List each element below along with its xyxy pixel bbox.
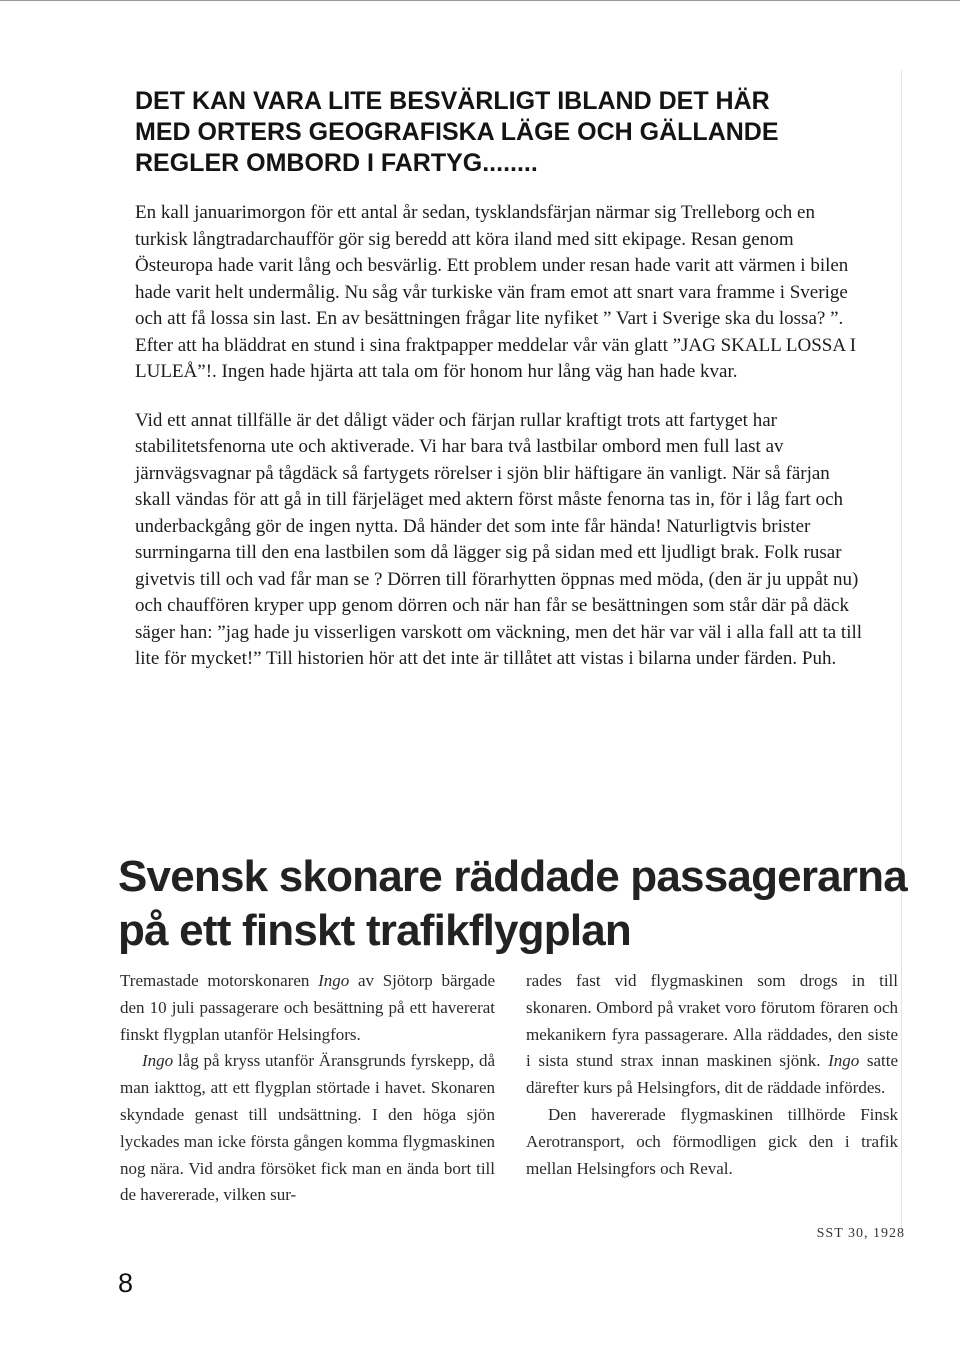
article1-headline — [135, 86, 875, 179]
scan-edge-right — [901, 70, 902, 1230]
article2-headline — [118, 850, 918, 958]
article2-paragraph: Den havererade flygmaskinen tillhörde Finsk Aerotransport, och förmodligen gick den i trafik mellan Helsingfors och Reval. — [526, 1104, 898, 1178]
ship-name: Ingo — [828, 1051, 860, 1071]
text-run: rades fast vid flygmaskinen som drogs in till skonaren. Ombord på vraket voro förutom föraren och mekanikern fyra passagerare. Alla räddades, den siste i sista stund strax innan maskinen sjönk. — [526, 971, 898, 1071]
text-run: satte därefter kurs på Helsingfors, dit de räddade infördes. — [526, 1051, 899, 1098]
scan-edge-top — [0, 0, 960, 7]
ship-name: Ingo — [318, 971, 350, 990]
article1-body — [135, 200, 870, 673]
source-citation: SST 30, 1928 — [816, 1226, 905, 1241]
text-run: av Sjötorp bärgade den 10 juli passagerare och besättning på ett havererat finskt flygplan utanför Helsingfors. — [120, 971, 495, 1044]
article2-paragraph — [120, 968, 495, 1048]
text-run: Tremastade motorskonaren — [120, 971, 319, 990]
article2-headline-line: på ett finskt trafikflygplan — [118, 906, 632, 955]
page-number: 8 — [118, 1268, 134, 1298]
article2-right-column — [526, 968, 898, 1182]
article1-paragraph: En kall januarimorgon för ett antal år sedan, tysklandsfärjan närmar sig Trelleborg och en turkisk långtradarchaufför gör sig beredd att köra iland med sitt ekipage. Resan genom Östeuropa hade varit lång och besvärlig. Ett problem under resan hade varit att värmen i bilen hade varit helt undermålig. Nu såg vår turkiske vän fram emot att snart vara framme i Sverige och att få lossa sin last. En av besättningen frågar lite nyfiket ” Vart i Sverige ska du lossa? ”. Efter att ha bläddrat en stund i sina fraktpapper meddelar vår vän glatt ”JAG SKALL LOSSA I LULEÅ”!. Ingen hade hjärta att tala om för honom hur lång väg han hade kvar. — [135, 202, 857, 382]
article2-headline-line: Svensk skonare räddade passagerarna — [118, 852, 907, 901]
article2-paragraph — [120, 1048, 495, 1209]
article1-headline-line: MED ORTERS GEOGRAFISKA LÄGE OCH GÄLLANDE — [135, 118, 779, 146]
article1-headline-line: DET KAN VARA LITE BESVÄRLIGT IBLAND DET HÄR — [135, 87, 770, 115]
text-run: låg på kryss utanför Äransgrunds fyrskepp, då man iakttog, att ett flygplan störtade i havet. Skonaren skyndade genast till undsättning. I den höga sjön lyckades man icke första gången komma flygmaskinen nog nära. Vid andra försöket fick man en ända bort till de havererade, vilken sur- — [120, 1051, 495, 1205]
article2-left-column — [120, 968, 495, 1209]
article2-paragraph — [526, 968, 898, 1102]
ship-name: Ingo — [142, 1051, 174, 1071]
article1-paragraph: Vid ett annat tillfälle är det dåligt väder och färjan rullar kraftigt trots att fartyget har stabilitetsfenorna ute och aktiverade. Vi har bara två lastbilar ombord men full last av järnvägsvagnar på tågdäck så fartygets rörelser i sjön blir häftigare än vanligt. När så färjan skall vändas för att gå in till färjeläget med aktern först måste fenorna tas in, för i låg fart och underbackgång gör de ingen nytta. Då händer det som inte får hända! Naturligtvis brister surrningarna till den ena lastbilen som då lägger sig på sidan med ett ljudligt brak. Folk rusar givetvis till och vad får man se ? Dörren till förarhytten öppnas med möda, (den är ju uppåt nu) och chauffören kryper upp genom dörren och när han får se besättningen som står där på däck säger han: ”jag hade ju visserligen varskott om väckning, men det här var väl i alla fall att ta till lite för mycket!” Till historien hör att det inte är tillåtet att vistas i bilarna under färden. Puh. — [135, 409, 863, 669]
article1-headline-line: REGLER OMBORD I FARTYG........ — [135, 149, 538, 177]
